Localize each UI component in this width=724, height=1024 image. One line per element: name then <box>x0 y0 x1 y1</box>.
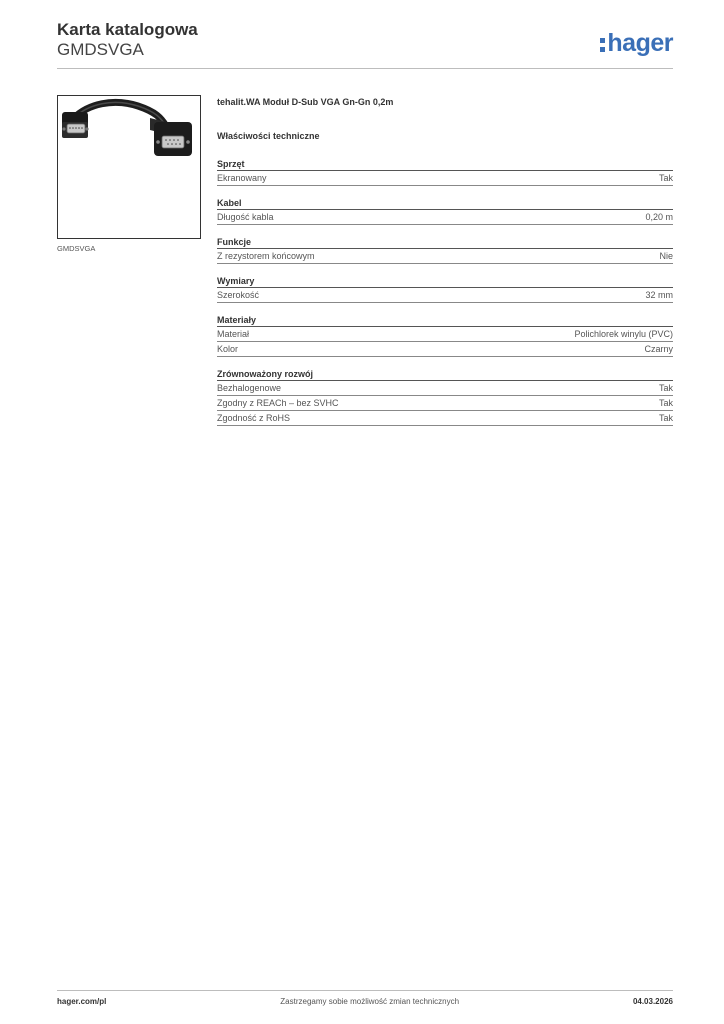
spec-label: Kolor <box>217 344 239 354</box>
spec-row <box>217 342 673 357</box>
group-kabel <box>217 196 673 225</box>
group-title: Kabel <box>217 196 673 210</box>
page-title: Karta katalogowa <box>57 20 198 39</box>
product-name: tehalit.WA Moduł D-Sub VGA Gn-Gn 0,2m <box>217 97 394 107</box>
hager-logo <box>600 28 673 58</box>
footer-notice: Zastrzegamy sobie możliwość zmian technicznych <box>280 997 460 1006</box>
spec-label: Zgodny z REACh – bez SVHC <box>217 398 339 408</box>
spec-value: 0,20 m <box>645 212 673 222</box>
spec-row <box>217 396 673 411</box>
group-funkcje <box>217 235 673 264</box>
page-footer <box>57 997 673 1006</box>
spec-label: Szerokość <box>217 290 260 300</box>
spec-label: Z rezystorem końcowym <box>217 251 315 261</box>
logo-text: hager <box>607 29 673 57</box>
spec-value: Tak <box>658 173 673 183</box>
header-divider <box>57 68 673 69</box>
group-wymiary <box>217 274 673 303</box>
spec-row <box>217 171 673 186</box>
spec-label: Materiał <box>217 329 250 339</box>
spec-row <box>217 249 673 264</box>
spec-value: 32 mm <box>645 290 673 300</box>
page-subtitle: GMDSVGA <box>57 40 144 59</box>
spec-value: Tak <box>658 413 673 423</box>
group-title: Zrównoważony rozwój <box>217 367 673 381</box>
spec-row <box>217 411 673 426</box>
page-header <box>57 20 673 70</box>
spec-label: Bezhalogenowe <box>217 383 282 393</box>
spec-row <box>217 288 673 303</box>
spec-value: Nie <box>659 251 673 261</box>
group-zrownowazony-rozwoj <box>217 367 673 426</box>
spec-label: Długość kabla <box>217 212 274 222</box>
spec-row <box>217 381 673 396</box>
spec-value: Polichlorek winylu (PVC) <box>574 329 673 339</box>
spec-row <box>217 210 673 225</box>
logo-dots-icon <box>600 38 605 52</box>
section-title: Właściwości techniczne <box>217 131 320 141</box>
footer-divider <box>57 990 673 991</box>
image-caption: GMDSVGA <box>57 244 96 253</box>
spec-value: Tak <box>658 398 673 408</box>
spec-value: Czarny <box>644 344 673 354</box>
product-details <box>217 95 673 426</box>
group-title: Sprzęt <box>217 157 673 171</box>
footer-date: 04.03.2026 <box>632 997 673 1006</box>
group-title: Funkcje <box>217 235 673 249</box>
group-title: Materiały <box>217 313 673 327</box>
spec-label: Zgodność z RoHS <box>217 413 291 423</box>
group-title: Wymiary <box>217 274 673 288</box>
vga-cable-adapter-icon <box>58 96 200 238</box>
group-sprzet <box>217 157 673 186</box>
spec-row <box>217 327 673 342</box>
group-materialy <box>217 313 673 357</box>
spec-label: Ekranowany <box>217 173 267 183</box>
spec-value: Tak <box>658 383 673 393</box>
product-image <box>57 95 201 239</box>
footer-website-link[interactable]: hager.com/pl <box>57 997 107 1006</box>
